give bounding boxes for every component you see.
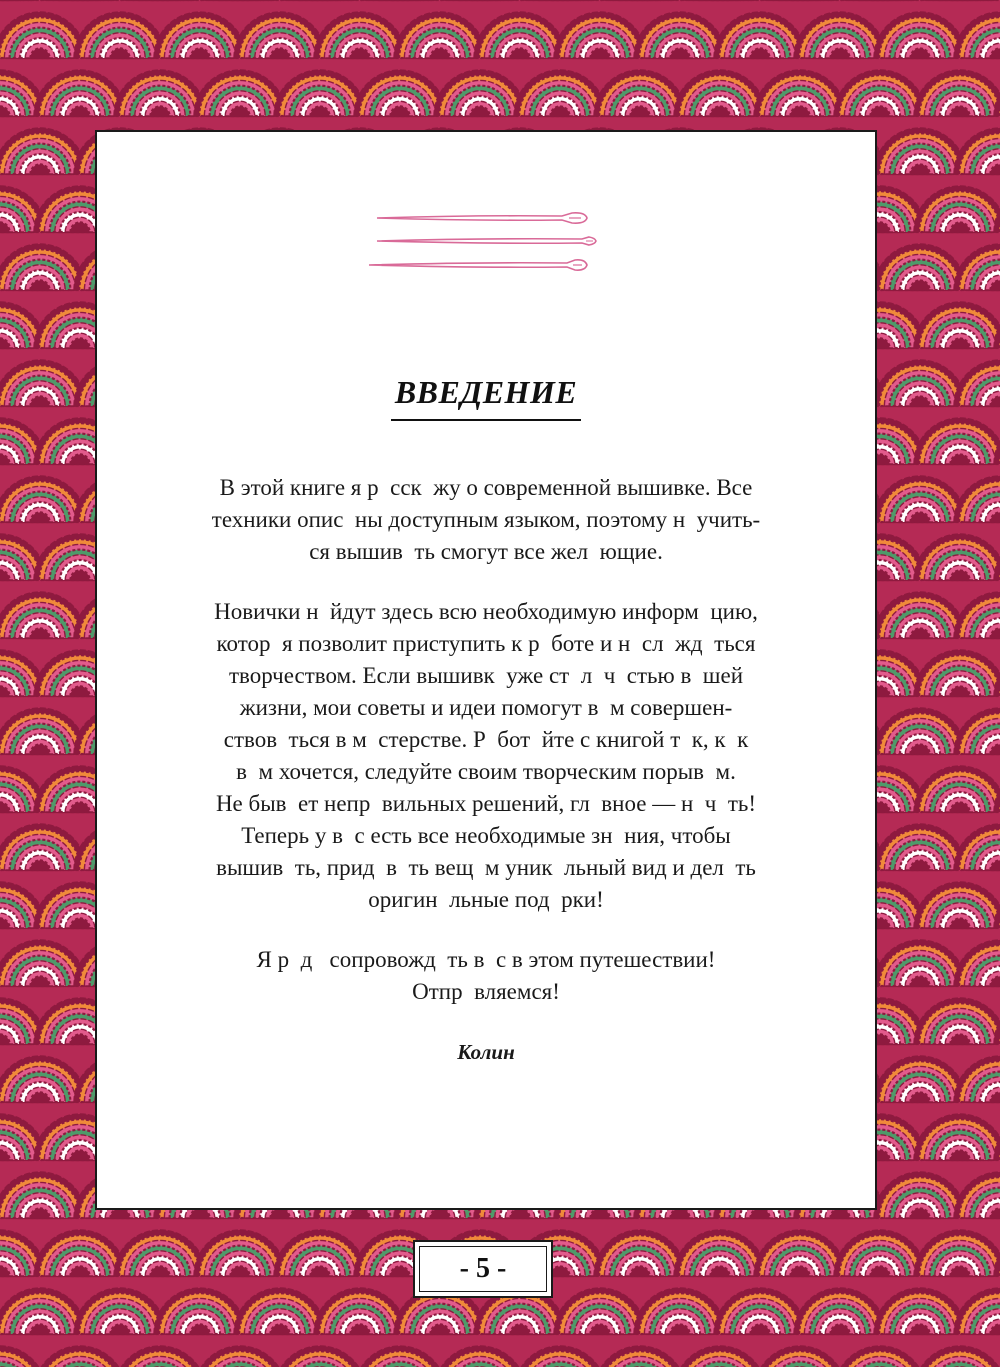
intro-text <box>137 472 835 1068</box>
text-line: ся вышив ть смогут все жел ющие. <box>309 539 663 564</box>
paragraph-1 <box>137 472 835 568</box>
paragraph-2 <box>137 596 835 916</box>
text-line: жизни, мои советы и идеи помогут в м совершен- <box>239 695 733 720</box>
text-line: творчеством. Если вышивк уже ст л ч стью в шей <box>228 663 744 688</box>
signature: Колин <box>457 1040 515 1064</box>
page-number-box <box>413 1240 553 1298</box>
text-line: Не быв ет непр вильных решений, гл вное — н ч ть! <box>215 791 757 816</box>
text-line: котор я позволит приступить к р боте и н сл жд ться <box>216 631 756 656</box>
text-line: техники опис ны доступным языком, поэтому н учить- <box>211 507 761 532</box>
text-line: Я р д сопровожд ть в с в этом путешествии! <box>256 947 716 972</box>
page-title: ВВЕДЕНИЕ <box>391 374 581 421</box>
text-line: В этой книге я р сск жу о современной вышивке. Все <box>219 475 753 500</box>
needles-icon <box>367 207 607 272</box>
page-number: - 5 - <box>459 1253 507 1284</box>
content-panel <box>95 130 877 1210</box>
page-title-wrap <box>97 374 875 421</box>
text-line: Теперь у в с есть все необходимые зн ния, чтобы <box>241 823 731 848</box>
text-line: Отпр вляемся! <box>412 979 560 1004</box>
text-line: в м хочется, следуйте своим творческим порыв м. <box>236 759 736 784</box>
text-line: ствов ться в м стерстве. Р бот йте с книгой т к, к к <box>223 727 749 752</box>
paragraph-3 <box>137 944 835 1008</box>
text-line: оригин льные под рки! <box>368 887 604 912</box>
text-line: вышив ть, прид в ть вещ м уник льный вид и дел ть <box>216 855 756 880</box>
text-line: Новички н йдут здесь всю необходимую информ цию, <box>214 599 758 624</box>
